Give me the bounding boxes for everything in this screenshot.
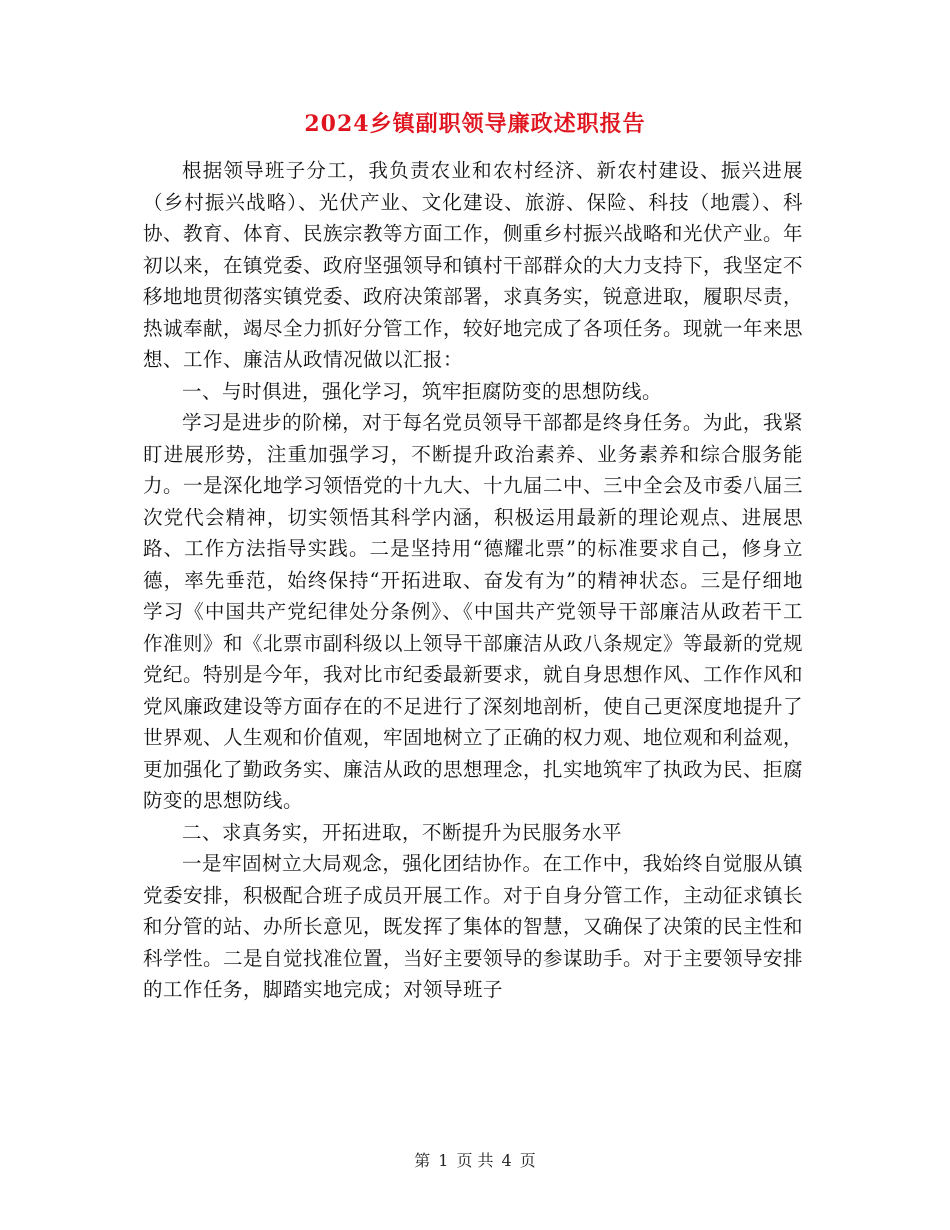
footer-mid: 页 共 [456,1151,494,1170]
paragraph-intro: 根据领导班子分工，我负责农业和农村经济、新农村建设、振兴进展（乡村振兴战略）、光伏产业、文化建设、旅游、保险、科技（地震）、科协、教育、体育、民族宗教等方面工作，侧重乡村振兴战略和光伏产业。年初以来，在镇党委、政府坚强领导和镇村干部群众的大力支持下，我坚定不移地地贯彻落实镇党委、政府决策部署，求真务实，锐意进取，履职尽责，热诚奉献，竭尽全力抓好分管工作，较好地完成了各项任务。现就一年来思想、工作、廉洁从政情况做以汇报： [143,159,804,371]
document-body [143,155,803,1006]
document-title: 2024乡镇副职领导廉政述职报告 [304,111,646,137]
section-heading-1: 一、与时俱进，强化学习，筑牢拒腐防变的思想防线。 [182,379,663,403]
footer-page-number: 1 [438,1151,449,1170]
page-footer [0,1150,950,1172]
footer-total-pages: 4 [501,1151,512,1170]
paragraph-study: 学习是进步的阶梯，对于每名党员领导干部都是终身任务。为此，我紧盯进展形势，注重加强学习，不断提升政治素养、业务素养和综合服务能力。一是深化地学习领悟党的十九大、十九届二中、三中全会及市委八届三次党代会精神，切实领悟其科学内涵，积极运用最新的理论观点、进展思路、工作方法指导实践。二是坚持用“德耀北票”的标准要求自己，修身立德，率先垂范，始终保持“开拓进取、奋发有为”的精神状态。三是仔细地学习《中国共产党纪律处分条例》、《中国共产党领导干部廉洁从政若干工作准则》和《北票市副科级以上领导干部廉洁从政八条规定》等最新的党规党纪。特别是今年，我对比市纪委最新要求，就自身思想作风、工作作风和党风廉政建设等方面存在的不足进行了深刻地剖析，使自己更深度地提升了世界观、人生观和价值观，牢固地树立了正确的权力观、地位观和利益观，更加强化了勤政务实、廉洁从政的思想理念，扎实地筑牢了执政为民、拒腐防变的思想防线。 [143,411,804,812]
footer-prefix: 第 [414,1151,431,1170]
section-heading-2: 二、求真务实，开拓进取，不断提升为民服务水平 [182,820,623,844]
paragraph-teamwork: 一是牢固树立大局观念，强化团结协作。在工作中，我始终自觉服从镇党委安排，积极配合班子成员开展工作。对于自身分管工作，主动征求镇长和分管的站、办所长意见，既发挥了集体的智慧，又确保了决策的民主性和科学性。二是自觉找准位置，当好主要领导的参谋助手。对于主要领导安排的工作任务，脚踏实地完成；对领导班子 [143,852,804,1001]
footer-suffix: 页 [519,1151,536,1170]
